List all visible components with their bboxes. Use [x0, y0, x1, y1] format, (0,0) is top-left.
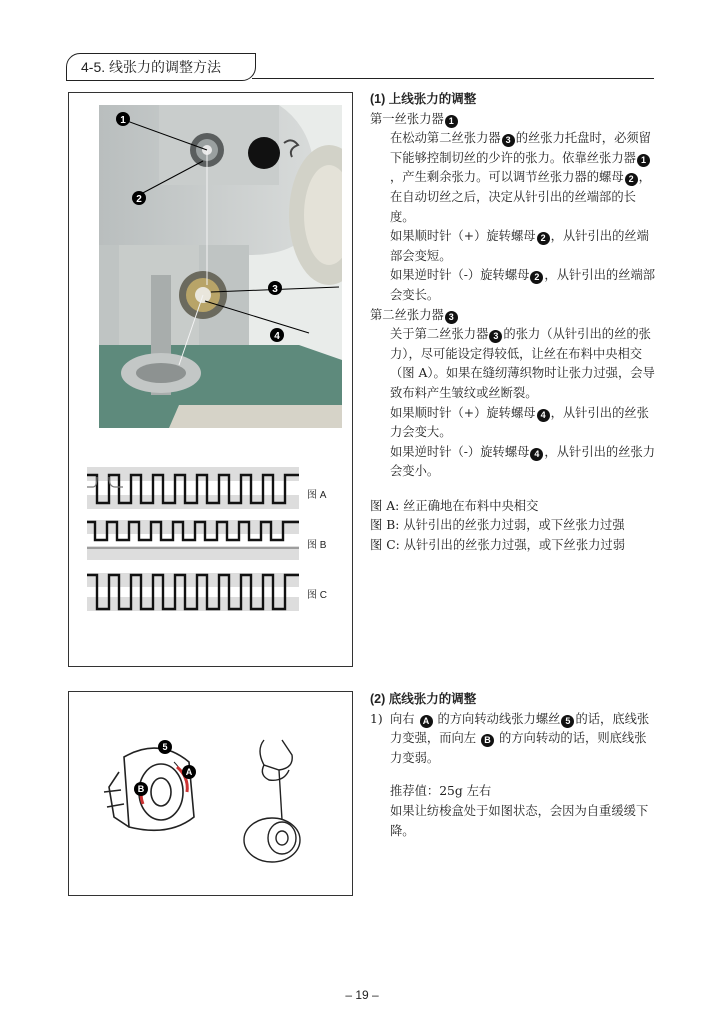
section2-title: (2) 底线张力的调整	[370, 692, 477, 706]
legend-b: 图 B: 从针引出的丝张力过弱，或下丝张力过强	[370, 518, 625, 533]
section1-text	[370, 90, 658, 556]
callout-1: 1	[120, 115, 126, 126]
recommended-value: 推荐值：25g 左右	[390, 784, 492, 799]
stitch-diagram-c	[87, 567, 299, 617]
callout-5: 5	[162, 742, 168, 752]
callout-3: 3	[272, 284, 278, 295]
figure-box-upper-tension	[68, 92, 353, 667]
paragraph-counterclockwise-nut2: 如果逆时针（-）旋转螺母 2 ，从针引出的丝端部会变长。	[390, 268, 656, 302]
callout-3-inline: 3	[445, 311, 458, 324]
diagram-label-b: 图 B	[307, 540, 327, 551]
callout-4: 4	[274, 331, 280, 342]
callout-1-inline: 1	[445, 115, 458, 128]
bobbin-case-drawing	[99, 732, 209, 856]
section1-title: (1) 上线张力的调整	[370, 92, 477, 106]
paragraph-counterclockwise-nut4: 如果逆时针（-）旋转螺母 4 ，从针引出的丝张力会变小。	[390, 444, 656, 479]
callout-a: A	[185, 767, 193, 777]
paragraph-second-tensioner: 关于第二丝张力器 3 的张力（从针引出的丝的张力），尽可能设定得较低，让丝在布料中央相交（图 A）。如果在缝纫薄织物时让张力过强，会导致布料产生皱纹或丝断裂。	[390, 327, 655, 400]
header-rule	[252, 78, 654, 79]
callout-2: 2	[136, 194, 142, 205]
diagram-label-a: 图 A	[307, 490, 327, 501]
legend-a: 图 A: 丝正确地在布料中央相交	[370, 498, 539, 513]
sewing-machine-photo	[99, 105, 342, 428]
page-number: – 19 –	[345, 988, 379, 1002]
legend-c: 图 C: 从针引出的丝张力过强，或下丝张力过弱	[370, 538, 626, 553]
paragraph-clockwise-nut4: 如果顺时针（+）旋转螺母 4 ，从针引出的丝张力会变大。	[390, 405, 649, 440]
section-title-tab	[66, 53, 256, 81]
bobbin-note: 如果让纺梭盒处于如图状态，会因为自重缓缓下降。	[390, 803, 649, 838]
paragraph-clockwise-nut2: 如果顺时针（+）旋转螺母 2 ，从针引出的丝端部会变短。	[390, 229, 649, 263]
first-tensioner-heading: 第一丝张力器 1	[370, 110, 658, 130]
second-tensioner-heading: 第二丝张力器 3	[370, 306, 658, 326]
diagram-label-c: 图 C	[307, 590, 327, 601]
section-title: 4-5. 线张力的调整方法	[81, 59, 222, 75]
figure-box-bobbin-tension	[68, 691, 353, 896]
item-1: 1) 向右 A 的方向转动线张力螺丝 5 的话，底线张力变强，而向左 B 的方向转动的话，则底线张力变弱。	[370, 711, 650, 765]
stitch-diagram-a	[87, 467, 299, 517]
paragraph-residual-tension: 在松动第二丝张力器 3 的丝张力托盘时，必须留下能够控制切丝的少许的张力。依靠丝张力器 1，产生剩余张力。可以调节丝张力器的螺母 2 ，在自动切丝之后，决定从针引出的丝端部的长度。	[390, 131, 651, 224]
stitch-diagram-b	[87, 518, 299, 566]
section2-text	[370, 690, 658, 841]
bobbin-hanging-drawing	[234, 730, 324, 874]
callout-b: B	[137, 784, 145, 794]
